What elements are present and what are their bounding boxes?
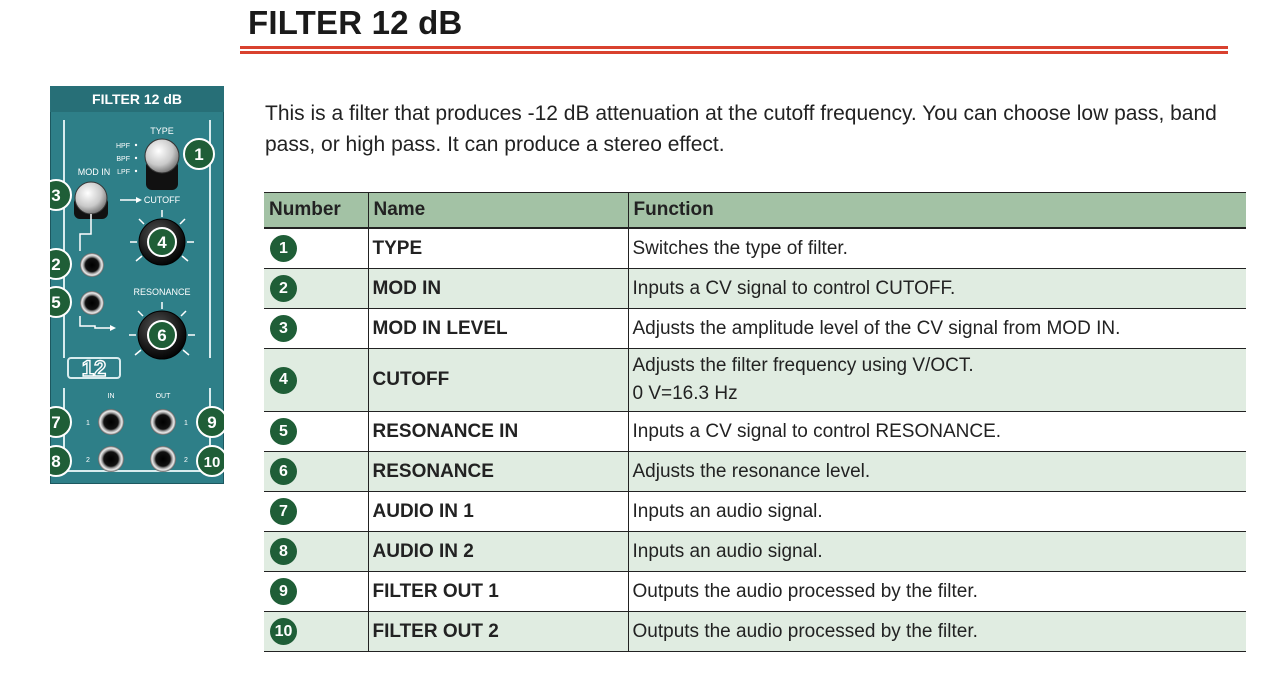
header-function: Function xyxy=(628,193,1246,228)
callout-4: 4 xyxy=(157,233,167,252)
out-ch1-label: 1 xyxy=(184,420,188,427)
table-row xyxy=(264,452,1246,492)
table-row xyxy=(264,532,1246,572)
number-badge: 9 xyxy=(270,578,297,605)
row-function-line1: Adjusts the filter frequency using V/OCT. xyxy=(632,355,974,376)
callout-7: 7 xyxy=(51,413,61,432)
row-function: Outputs the audio processed by the filter. xyxy=(628,572,1246,612)
filter-out-2-jack xyxy=(150,446,176,472)
type-label: TYPE xyxy=(150,126,174,136)
intro-paragraph: This is a filter that produces -12 dB attenuation at the cutoff frequency. You can choose low pass, band pass, or high pass. It can produce a stereo effect. xyxy=(265,102,1217,156)
number-badge: 4 xyxy=(270,367,297,394)
modin-level-knob xyxy=(75,182,107,214)
type-option-bpf: BPF xyxy=(116,156,130,163)
row-name: MOD IN xyxy=(368,269,628,309)
row-function: Adjusts the amplitude level of the CV signal from MOD IN. xyxy=(628,309,1246,349)
filter-out-1-jack xyxy=(150,409,176,435)
number-badge: 2 xyxy=(270,275,297,302)
number-badge: 3 xyxy=(270,315,297,342)
header-name: Name xyxy=(368,193,628,228)
row-name: RESONANCE xyxy=(368,452,628,492)
modin-label: MOD IN xyxy=(77,167,111,177)
table-row xyxy=(264,349,1246,412)
callout-10: 10 xyxy=(203,454,221,471)
in-ch1-label: 1 xyxy=(86,420,90,427)
callout-2: 2 xyxy=(51,255,61,274)
out-label: OUT xyxy=(155,393,171,400)
row-name: MOD IN LEVEL xyxy=(368,309,628,349)
row-name: AUDIO IN 1 xyxy=(368,492,628,532)
table-row xyxy=(264,269,1246,309)
callout-9: 9 xyxy=(207,413,217,432)
row-function-line2: 0 V=16.3 Hz xyxy=(632,383,738,404)
mod-in-jack xyxy=(80,253,104,277)
table-row xyxy=(264,492,1246,532)
table-row xyxy=(264,612,1246,652)
row-name: AUDIO IN 2 xyxy=(368,532,628,572)
callout-8: 8 xyxy=(51,452,61,471)
row-function: Outputs the audio processed by the filter. xyxy=(628,612,1246,652)
type-knob xyxy=(145,139,179,173)
audio-in-1-jack xyxy=(98,409,124,435)
table-row xyxy=(264,229,1246,269)
number-badge: 7 xyxy=(270,498,297,525)
callout-5: 5 xyxy=(51,293,61,312)
row-name: FILTER OUT 2 xyxy=(368,612,628,652)
callout-3: 3 xyxy=(51,186,61,205)
row-function: Switches the type of filter. xyxy=(628,229,1246,269)
number-badge: 5 xyxy=(270,418,297,445)
row-function: Inputs an audio signal. xyxy=(628,532,1246,572)
row-name: CUTOFF xyxy=(368,349,628,412)
row-function: Inputs a CV signal to control CUTOFF. xyxy=(628,269,1246,309)
audio-in-2-jack xyxy=(98,446,124,472)
table-row xyxy=(264,572,1246,612)
panel-title: FILTER 12 dB xyxy=(92,91,182,107)
callout-1: 1 xyxy=(194,145,204,164)
number-badge: 8 xyxy=(270,538,297,565)
out-ch2-label: 2 xyxy=(184,457,188,464)
number-badge: 6 xyxy=(270,458,297,485)
callout-6: 6 xyxy=(157,326,167,345)
row-function: Adjusts the resonance level. xyxy=(628,452,1246,492)
row-name: RESONANCE IN xyxy=(368,412,628,452)
row-function: Inputs an audio signal. xyxy=(628,492,1246,532)
row-name: TYPE xyxy=(368,229,628,269)
table-row xyxy=(264,412,1246,452)
header-number: Number xyxy=(264,193,368,228)
number-badge: 10 xyxy=(270,618,297,645)
slope-badge: 12 xyxy=(81,356,107,381)
number-badge: 1 xyxy=(270,235,297,262)
table-row xyxy=(264,309,1246,349)
spec-table xyxy=(264,192,1246,652)
module-panel-illustration xyxy=(50,86,224,484)
resonance-label: RESONANCE xyxy=(133,287,191,297)
row-name: FILTER OUT 1 xyxy=(368,572,628,612)
row-function xyxy=(628,349,1246,412)
title-rule xyxy=(240,51,1228,54)
cutoff-label: CUTOFF xyxy=(143,195,181,205)
table-header-row xyxy=(264,193,1246,228)
page-title: FILTER 12 dB xyxy=(248,4,463,41)
in-ch2-label: 2 xyxy=(86,457,90,464)
resonance-in-jack xyxy=(80,291,104,315)
type-option-hpf: HPF xyxy=(116,143,130,150)
in-label: IN xyxy=(107,393,115,400)
title-rule xyxy=(240,46,1228,49)
type-option-lpf: LPF xyxy=(117,169,130,176)
row-function: Inputs a CV signal to control RESONANCE. xyxy=(628,412,1246,452)
